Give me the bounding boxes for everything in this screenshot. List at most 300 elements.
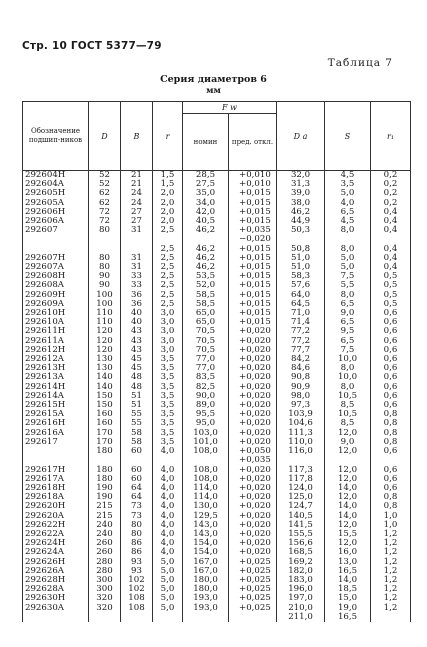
cell-nominal: 143,0 xyxy=(183,521,229,530)
cell-S: 12,0 xyxy=(325,466,371,475)
cell-deviation: +0,015 xyxy=(229,245,277,254)
cell-B: 36 xyxy=(121,291,153,300)
cell-nominal xyxy=(183,613,229,622)
cell-S: 8,0 xyxy=(325,291,371,300)
cell-r1: 0,8 xyxy=(371,419,411,428)
cell-r: 3,5 xyxy=(153,392,183,401)
cell-Da: 141,5 xyxy=(277,521,325,530)
cell-designation: 292620H xyxy=(25,501,66,512)
cell-nominal: 52,0 xyxy=(183,281,229,290)
cell-r: 3,5 xyxy=(153,355,183,364)
cell-Da: 84,6 xyxy=(277,364,325,373)
cell-r1: 0,6 xyxy=(371,364,411,373)
cell-S: 9,5 xyxy=(325,327,371,336)
cell-D: 80 xyxy=(89,226,121,235)
cell-B: 21 xyxy=(121,180,153,189)
cell-S: 3,5 xyxy=(325,180,371,189)
cell-S: 12,0 xyxy=(325,539,371,548)
cell-Da: 31,3 xyxy=(277,180,325,189)
cell-S: 12,0 xyxy=(325,521,371,530)
cell-S: 10,0 xyxy=(325,355,371,364)
cell-D: 260 xyxy=(89,539,121,548)
cell-D: 52 xyxy=(89,171,121,181)
cell-r: 2,0 xyxy=(153,199,183,208)
cell-D: 180 xyxy=(89,466,121,475)
cell-S: 6,5 xyxy=(325,300,371,309)
cell-deviation: +0,015 xyxy=(229,309,277,318)
cell-S: 19,0 xyxy=(325,604,371,613)
cell-r1: 0,2 xyxy=(371,189,411,198)
cell-B xyxy=(121,235,153,244)
cell-deviation: +0,020 xyxy=(229,475,277,484)
cell-nominal: 58,5 xyxy=(183,300,229,309)
cell-nominal: 167,0 xyxy=(183,558,229,567)
cell-D xyxy=(89,613,121,622)
cell-deviation: +0,020 xyxy=(229,327,277,336)
cell-designation: 292613A xyxy=(25,372,65,383)
cell-deviation: +0,020 xyxy=(229,410,277,419)
cell-r1: 0,4 xyxy=(371,263,411,272)
cell-S: 15,0 xyxy=(325,594,371,603)
cell-designation: 292630A xyxy=(25,602,65,613)
cell-r1: 1,2 xyxy=(371,576,411,585)
cell-D: 300 xyxy=(89,585,121,594)
cell-designation: 292618A xyxy=(25,492,65,503)
cell-deviation: +0,020 xyxy=(229,337,277,346)
cell-r: 2,5 xyxy=(153,281,183,290)
cell-r: 3,5 xyxy=(153,401,183,410)
cell-D: 62 xyxy=(89,199,121,208)
cell-nominal: 95,5 xyxy=(183,410,229,419)
cell-r: 4,0 xyxy=(153,548,183,557)
cell-r: 1,5 xyxy=(153,171,183,181)
cell-nominal: 77,0 xyxy=(183,355,229,364)
cell-Da: 51,0 xyxy=(277,263,325,272)
table-body xyxy=(23,171,411,622)
cell-deviation: +0,020 xyxy=(229,539,277,548)
cell-Da: 98,0 xyxy=(277,392,325,401)
cell-B: 51 xyxy=(121,392,153,401)
cell-D: 150 xyxy=(89,392,121,401)
cell-B: 31 xyxy=(121,263,153,272)
cell-B: 21 xyxy=(121,171,153,181)
cell-B: 31 xyxy=(121,226,153,235)
cell-r: 2,5 xyxy=(153,254,183,263)
cell-r1: 0,6 xyxy=(371,355,411,364)
cell-S: 16,0 xyxy=(325,548,371,557)
cell-r: 3,5 xyxy=(153,410,183,419)
cell-r: 5,0 xyxy=(153,585,183,594)
cell-Da: 77,7 xyxy=(277,346,325,355)
cell-r: 3,0 xyxy=(153,327,183,336)
table-row xyxy=(23,226,411,235)
cell-r1: 0,6 xyxy=(371,327,411,336)
cell-Da: 210,0 xyxy=(277,604,325,613)
header-nominal: номин xyxy=(183,114,229,171)
cell-Da: 140,5 xyxy=(277,512,325,521)
cell-r: 5,0 xyxy=(153,594,183,603)
cell-D: 240 xyxy=(89,530,121,539)
cell-r1: 0,5 xyxy=(371,291,411,300)
cell-deviation: +0,015 xyxy=(229,254,277,263)
cell-r: 4,0 xyxy=(153,447,183,456)
cell-B: 86 xyxy=(121,548,153,557)
cell-S: 10,0 xyxy=(325,373,371,382)
cell-D: 100 xyxy=(89,291,121,300)
cell-deviation: +0,025 xyxy=(229,585,277,594)
cell-S: 8,0 xyxy=(325,364,371,373)
cell-B: 43 xyxy=(121,327,153,336)
cell-r1: 0,5 xyxy=(371,272,411,281)
cell-D: 300 xyxy=(89,576,121,585)
cell-r1: 1,2 xyxy=(371,567,411,576)
cell-B: 33 xyxy=(121,281,153,290)
cell-Da: 116,0 xyxy=(277,447,325,456)
cell-designation: 292614H xyxy=(25,381,66,392)
cell-S: 10,5 xyxy=(325,410,371,419)
cell-S: 4,0 xyxy=(325,199,371,208)
header-r: r xyxy=(153,102,183,171)
cell-Da: 71,0 xyxy=(277,309,325,318)
header-S: S xyxy=(325,102,371,171)
cell-Da: 39,0 xyxy=(277,189,325,198)
cell-designation: 292610A xyxy=(25,317,65,328)
cell-Da: 77,2 xyxy=(277,337,325,346)
cell-designation: 292606H xyxy=(25,206,66,217)
cell-nominal: 46,2 xyxy=(183,263,229,272)
cell-designation: 292613H xyxy=(25,363,66,374)
cell-nominal: 108,0 xyxy=(183,475,229,484)
cell-r: 3,0 xyxy=(153,309,183,318)
cell-Da: 156,6 xyxy=(277,539,325,548)
cell-r1: 0,4 xyxy=(371,217,411,226)
cell-r1: 1,0 xyxy=(371,521,411,530)
cell-B: 80 xyxy=(121,521,153,530)
cell-deviation: +0,020 xyxy=(229,364,277,373)
cell-designation: 292614A xyxy=(25,390,65,401)
cell-designation: 292609A xyxy=(25,298,65,309)
cell-deviation: +0,010 xyxy=(229,180,277,189)
cell-Da: 117,8 xyxy=(277,475,325,484)
cell-S: 14,0 xyxy=(325,502,371,511)
cell-D: 90 xyxy=(89,272,121,281)
cell-r1: 0,4 xyxy=(371,208,411,217)
table-row xyxy=(23,613,411,622)
cell-nominal: 103,0 xyxy=(183,429,229,438)
cell-Da: 51,0 xyxy=(277,254,325,263)
cell-r: 2,5 xyxy=(153,291,183,300)
table-label: Таблица 7 xyxy=(327,57,393,69)
cell-designation: 292608H xyxy=(25,271,66,282)
cell-S: 5,5 xyxy=(325,281,371,290)
cell-r: 3,0 xyxy=(153,318,183,327)
cell-nominal: 58,5 xyxy=(183,291,229,300)
cell-S: 7,5 xyxy=(325,346,371,355)
cell-nominal: 34,0 xyxy=(183,199,229,208)
cell-designation: 292618H xyxy=(25,482,66,493)
cell-designation: 292608A xyxy=(25,280,65,291)
cell-nominal: 65,0 xyxy=(183,309,229,318)
cell-r: 3,5 xyxy=(153,383,183,392)
cell-r1: 1,2 xyxy=(371,594,411,603)
cell-Da: 50,3 xyxy=(277,226,325,235)
cell-Da: 103,9 xyxy=(277,410,325,419)
cell-D: 110 xyxy=(89,318,121,327)
cell-deviation: +0,015 xyxy=(229,272,277,281)
cell-Da: 90,8 xyxy=(277,373,325,382)
cell-nominal: 53,5 xyxy=(183,272,229,281)
cell-B: 36 xyxy=(121,300,153,309)
cell-Da: 32,0 xyxy=(277,171,325,181)
cell-B: 45 xyxy=(121,364,153,373)
cell-r: 5,0 xyxy=(153,558,183,567)
cell-D: 120 xyxy=(89,327,121,336)
cell-deviation: +0,020 xyxy=(229,521,277,530)
cell-r1: 0,2 xyxy=(371,199,411,208)
cell-D: 190 xyxy=(89,493,121,502)
cell-D: 62 xyxy=(89,189,121,198)
cell-D: 170 xyxy=(89,429,121,438)
cell-r1: 1,0 xyxy=(371,512,411,521)
cell-r: 2,0 xyxy=(153,217,183,226)
cell-deviation: +0,015 xyxy=(229,263,277,272)
cell-r1: 0,6 xyxy=(371,383,411,392)
cell-r1: 0,6 xyxy=(371,318,411,327)
cell-r: 3,0 xyxy=(153,346,183,355)
cell-D: 100 xyxy=(89,300,121,309)
cell-nominal: 180,0 xyxy=(183,576,229,585)
cell-nominal: 28,5 xyxy=(183,171,229,181)
cell-nominal: 46,2 xyxy=(183,226,229,235)
cell-S: 6,5 xyxy=(325,337,371,346)
cell-designation: 292624H xyxy=(25,538,66,549)
cell-r1: 0,4 xyxy=(371,226,411,235)
cell-Da: 50,8 xyxy=(277,245,325,254)
cell-r1: 0,6 xyxy=(371,392,411,401)
cell-B: 45 xyxy=(121,355,153,364)
cell-S: 5,0 xyxy=(325,189,371,198)
cell-designation: 292617 xyxy=(25,436,58,447)
cell-S: 14,0 xyxy=(325,484,371,493)
header-designation: Обозначение подшип-ников xyxy=(23,102,89,171)
cell-Da: 97,3 xyxy=(277,401,325,410)
cell-deviation: +0,015 xyxy=(229,281,277,290)
cell-D xyxy=(89,235,121,244)
cell-r: 3,5 xyxy=(153,373,183,382)
cell-r1: 0,6 xyxy=(371,346,411,355)
cell-deviation: +0,035 xyxy=(229,226,277,235)
cell-Da: 38,0 xyxy=(277,199,325,208)
cell-designation: 292616A xyxy=(25,427,65,438)
series-title: Серия диаметров 6 xyxy=(160,74,267,85)
cell-S: 5,0 xyxy=(325,254,371,263)
cell-S: 8,5 xyxy=(325,401,371,410)
cell-B: 102 xyxy=(121,585,153,594)
cell-D: 90 xyxy=(89,281,121,290)
cell-D: 280 xyxy=(89,558,121,567)
cell-D: 180 xyxy=(89,447,121,456)
cell-D: 72 xyxy=(89,217,121,226)
cell-nominal: 108,0 xyxy=(183,447,229,456)
cell-r: 3,5 xyxy=(153,419,183,428)
cell-deviation: +0,020 xyxy=(229,383,277,392)
cell-Da: 197,0 xyxy=(277,594,325,603)
cell-deviation: +0,020 xyxy=(229,530,277,539)
cell-D: 280 xyxy=(89,567,121,576)
cell-Da: 71,4 xyxy=(277,318,325,327)
cell-B: 55 xyxy=(121,410,153,419)
cell-r1: 1,2 xyxy=(371,530,411,539)
cell-Da: 124,0 xyxy=(277,484,325,493)
cell-deviation: +0,020 xyxy=(229,429,277,438)
cell-deviation: +0,020 xyxy=(229,438,277,447)
cell-B: 33 xyxy=(121,272,153,281)
header-D: D xyxy=(89,102,121,171)
cell-r1: 1,2 xyxy=(371,585,411,594)
cell-r: 2,5 xyxy=(153,263,183,272)
cell-nominal: 154,0 xyxy=(183,539,229,548)
cell-designation: 292615A xyxy=(25,409,65,420)
cell-B: 58 xyxy=(121,429,153,438)
cell-Da: 155,5 xyxy=(277,530,325,539)
cell-D: 180 xyxy=(89,475,121,484)
cell-r1: 1,2 xyxy=(371,604,411,613)
cell-D: 130 xyxy=(89,364,121,373)
cell-designation xyxy=(23,613,89,622)
cell-B: 64 xyxy=(121,484,153,493)
cell-deviation: +0,020 xyxy=(229,493,277,502)
unit-label: мм xyxy=(206,86,221,96)
cell-Da: 211,0 xyxy=(277,613,325,622)
cell-nominal: 77,0 xyxy=(183,364,229,373)
cell-designation: 292612A xyxy=(25,354,65,365)
cell-deviation: +0,015 xyxy=(229,217,277,226)
cell-deviation: +0,020 xyxy=(229,502,277,511)
cell-D: 120 xyxy=(89,337,121,346)
cell-r1: 0,8 xyxy=(371,493,411,502)
cell-nominal: 101,0 xyxy=(183,438,229,447)
cell-B: 108 xyxy=(121,604,153,613)
cell-deviation: +0,015 xyxy=(229,291,277,300)
cell-r1: 0,8 xyxy=(371,429,411,438)
cell-r xyxy=(153,613,183,622)
cell-r: 2,5 xyxy=(153,226,183,235)
table-header xyxy=(23,102,411,171)
cell-B: 60 xyxy=(121,447,153,456)
cell-Da: 182,0 xyxy=(277,567,325,576)
cell-B: 108 xyxy=(121,594,153,603)
cell-B: 31 xyxy=(121,254,153,263)
cell-designation xyxy=(23,235,89,244)
cell-deviation: +0,020 xyxy=(229,466,277,475)
cell-Da: 104,6 xyxy=(277,419,325,428)
cell-B: 58 xyxy=(121,438,153,447)
cell-B: 43 xyxy=(121,346,153,355)
cell-r: 3,0 xyxy=(153,337,183,346)
cell-D: 320 xyxy=(89,594,121,603)
cell-S: 6,5 xyxy=(325,318,371,327)
cell-r: 2,5 xyxy=(153,272,183,281)
cell-designation: 292612H xyxy=(25,344,66,355)
cell-S: 13,0 xyxy=(325,558,371,567)
cell-designation: 292617H xyxy=(25,464,66,475)
cell-r: 5,0 xyxy=(153,576,183,585)
cell-designation: 292605H xyxy=(25,188,66,199)
cell-designation: 292610H xyxy=(25,308,66,319)
cell-B: 93 xyxy=(121,567,153,576)
cell-B: 51 xyxy=(121,401,153,410)
cell-nominal: 46,2 xyxy=(183,254,229,263)
page-header: Стр. 10 ГОСТ 5377—79 xyxy=(22,40,162,52)
cell-S: 15,5 xyxy=(325,530,371,539)
cell-D: 120 xyxy=(89,346,121,355)
cell-r: 4,0 xyxy=(153,502,183,511)
cell-deviation: +0,025 xyxy=(229,594,277,603)
cell-S: 9,0 xyxy=(325,438,371,447)
cell-D: 160 xyxy=(89,410,121,419)
cell-B: 24 xyxy=(121,189,153,198)
cell-B: 102 xyxy=(121,576,153,585)
cell-Da: 57,6 xyxy=(277,281,325,290)
cell-nominal: 70,5 xyxy=(183,346,229,355)
cell-r1: 0,2 xyxy=(371,171,411,181)
cell-Da: 46,2 xyxy=(277,208,325,217)
cell-deviation: +0,025 xyxy=(229,576,277,585)
cell-nominal: 154,0 xyxy=(183,548,229,557)
cell-designation: 292609H xyxy=(25,289,66,300)
cell-r1: 0,6 xyxy=(371,466,411,475)
cell-r: 2,0 xyxy=(153,189,183,198)
cell-Da: 58,3 xyxy=(277,272,325,281)
cell-designation: 292616H xyxy=(25,418,66,429)
cell-r: 2,5 xyxy=(153,300,183,309)
cell-r1: 0,6 xyxy=(371,447,411,456)
cell-S: 4,5 xyxy=(325,171,371,181)
cell-r: 5,0 xyxy=(153,567,183,576)
cell-designation: 292607H xyxy=(25,252,66,263)
header-Fw: F w xyxy=(183,102,277,114)
cell-r: 3,5 xyxy=(153,438,183,447)
cell-r: 1,5 xyxy=(153,180,183,189)
cell-S: 5,0 xyxy=(325,263,371,272)
cell-B xyxy=(121,613,153,622)
cell-B: 60 xyxy=(121,466,153,475)
cell-r: 4,0 xyxy=(153,466,183,475)
cell-B: 40 xyxy=(121,318,153,327)
cell-nominal: 70,5 xyxy=(183,327,229,336)
cell-deviation: +0,020 xyxy=(229,346,277,355)
cell-D: 80 xyxy=(89,254,121,263)
header-B: B xyxy=(121,102,153,171)
cell-r: 2,5 xyxy=(153,245,183,254)
cell-nominal: 65,0 xyxy=(183,318,229,327)
cell-Da: 64,0 xyxy=(277,291,325,300)
cell-D: 140 xyxy=(89,373,121,382)
cell-designation: 292604A xyxy=(25,179,65,190)
cell-r1: 0,2 xyxy=(371,180,411,189)
cell-D: 320 xyxy=(89,604,121,613)
cell-D: 215 xyxy=(89,502,121,511)
cell-nominal: 83,5 xyxy=(183,373,229,382)
cell-r: 4,0 xyxy=(153,493,183,502)
cell-deviation: +0,025 xyxy=(229,567,277,576)
cell-nominal: 89,0 xyxy=(183,401,229,410)
cell-r1: 1,2 xyxy=(371,539,411,548)
cell-B: 27 xyxy=(121,217,153,226)
cell-nominal: 35,0 xyxy=(183,189,229,198)
cell-Da: 44,9 xyxy=(277,217,325,226)
cell-D: 160 xyxy=(89,419,121,428)
